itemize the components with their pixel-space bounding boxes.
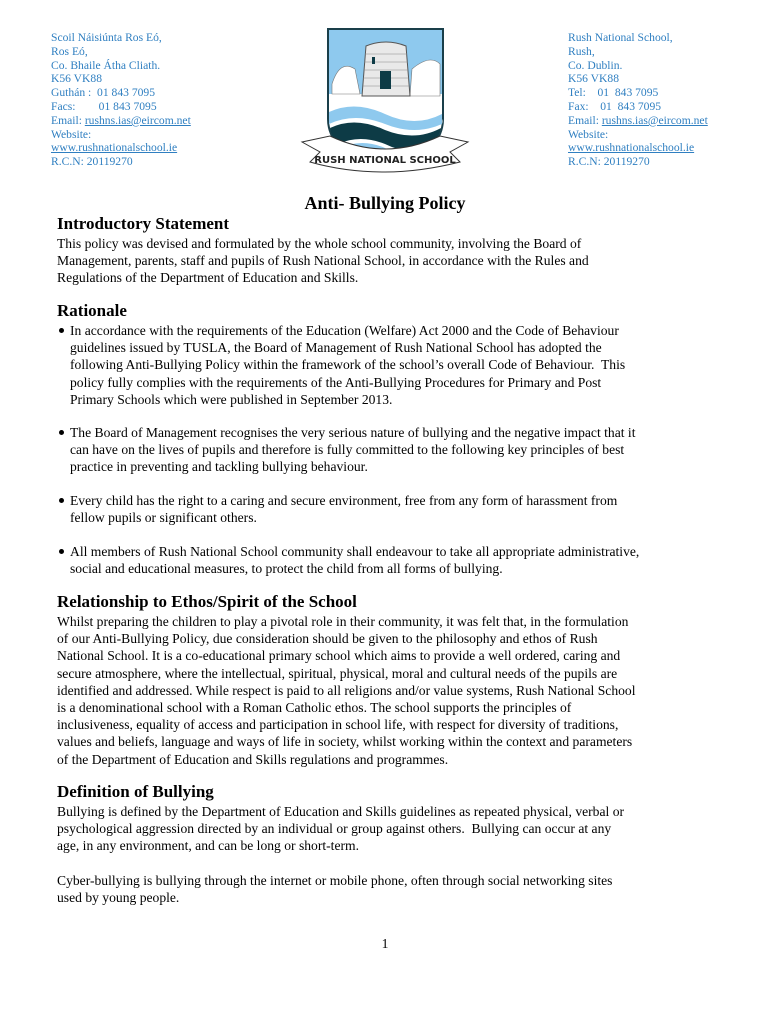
heading-rationale: Rationale: [57, 301, 127, 320]
school-crest-logo: [300, 24, 470, 174]
website-link[interactable]: www.rushnationalschool.ie: [568, 141, 695, 155]
rationale-bullet: The Board of Management recognises the very serious nature of bullying and the negative impact that it can have on the lives of pupils and therefore is fully committed to the following key principles of best practice in preventing and tackling bullying behaviour.: [57, 424, 747, 476]
address-line: Rush,: [568, 44, 595, 58]
rationale-bullet: In accordance with the requirements of the Education (Welfare) Act 2000 and the Code of Behaviour guidelines issued by TUSLA, the Board of Management of Rush National School has adopted the following Anti-Bullying Policy within the framework of the school’s overall Code of Behaviour. This policy fully complies with the requirements of the Anti-Bullying Procedures for Primary and Post Primary Schools which were published in September 2013.: [57, 322, 747, 408]
rcn: R.C.N: 20119270: [568, 155, 650, 169]
heading-definition: Definition of Bullying: [57, 782, 214, 801]
logo-banner-text: RUSH NATIONAL SCHOOL: [314, 155, 456, 166]
fax: Facs: 01 843 7095: [51, 99, 157, 113]
address-line: Co. Dublin.: [568, 58, 623, 72]
bullet-icon: [59, 328, 64, 333]
address-line: Rush National School,: [568, 31, 673, 44]
email-label: Email:: [568, 113, 602, 127]
bullet-icon: [59, 430, 64, 435]
fax: Fax: 01 843 7095: [568, 99, 662, 113]
definition-paragraph: Bullying is defined by the Department of Education and Skills guidelines as repeated physical, verbal or psychological aggression directed by an individual or group against others. Bullying can occur at any age, in any environment, and can be long or short-term.: [57, 804, 625, 854]
rcn: R.C.N: 20119270: [51, 155, 133, 169]
email-label: Email:: [51, 113, 85, 127]
bullet-icon: [59, 498, 64, 503]
rationale-bullet: Every child has the right to a caring and secure environment, free from any form of harassment from fellow pupils or significant others.: [57, 492, 747, 526]
website-link[interactable]: www.rushnationalschool.ie: [51, 141, 178, 155]
website-line: [568, 141, 708, 155]
school-address-irish: [51, 31, 191, 169]
eircode: K56 VK88: [51, 72, 102, 86]
phone: Guthán : 01 843 7095: [51, 86, 156, 100]
website-label: Website:: [51, 127, 92, 141]
phone: Tel: 01 843 7095: [568, 86, 659, 100]
heading-introductory-statement: Introductory Statement: [57, 214, 230, 233]
eircode: K56 VK88: [568, 72, 619, 86]
document-title: Anti- Bullying Policy: [304, 193, 466, 213]
cyber-bullying-paragraph: Cyber-bullying is bullying through the internet or mobile phone, often through social networking sites used by young people.: [57, 873, 613, 906]
intro-paragraph: This policy was devised and formulated by the whole school community, involving the Board of Management, parents, staff and pupils of Rush National School, in accordance with the Rules and Regulations of the Department of Education and Skills.: [57, 236, 589, 286]
email-link[interactable]: rushns.ias@eircom.net: [84, 113, 191, 127]
heading-ethos: Relationship to Ethos/Spirit of the School: [57, 592, 357, 611]
bullet-icon: [59, 549, 64, 554]
address-line: Ros Eó,: [51, 44, 88, 58]
address-line: Co. Bhaile Átha Cliath.: [51, 58, 161, 72]
website-label: Website:: [568, 127, 609, 141]
website-line: [51, 141, 191, 155]
ethos-paragraph: Whilst preparing the children to play a pivotal role in their community, it was felt that, in the formulation of our Anti-Bullying Policy, due consideration should be given to the philosophy and ethos of Rush National School. It is a co-educational primary school which aims to provide a well ordered, caring and secure atmosphere, where the intellectual, spiritual, physical, moral and cultural needs of the pupils are identified and addressed. While respect is paid to all religions and/or value systems, Rush National School is a denominational school with a Roman Catholic ethos. The school supports the principles of inclusiveness, equality of access and participation in school life, with respect for diversity of traditions, values and beliefs, language and ways of life in society, whilst working within the context and parameters of the Department of Education and Skills regulations and programmes.: [57, 614, 636, 767]
email-link[interactable]: rushns.ias@eircom.net: [601, 113, 708, 127]
email-line: [51, 114, 191, 128]
page-number: 1: [381, 936, 389, 951]
email-line: [568, 114, 708, 128]
address-line: Scoil Náisiúnta Ros Eó,: [51, 31, 162, 44]
rationale-bullet: All members of Rush National School community shall endeavour to take all appropriate administrative, social and educational measures, to protect the child from all forms of bullying.: [57, 543, 747, 577]
school-address-english: [568, 31, 708, 169]
